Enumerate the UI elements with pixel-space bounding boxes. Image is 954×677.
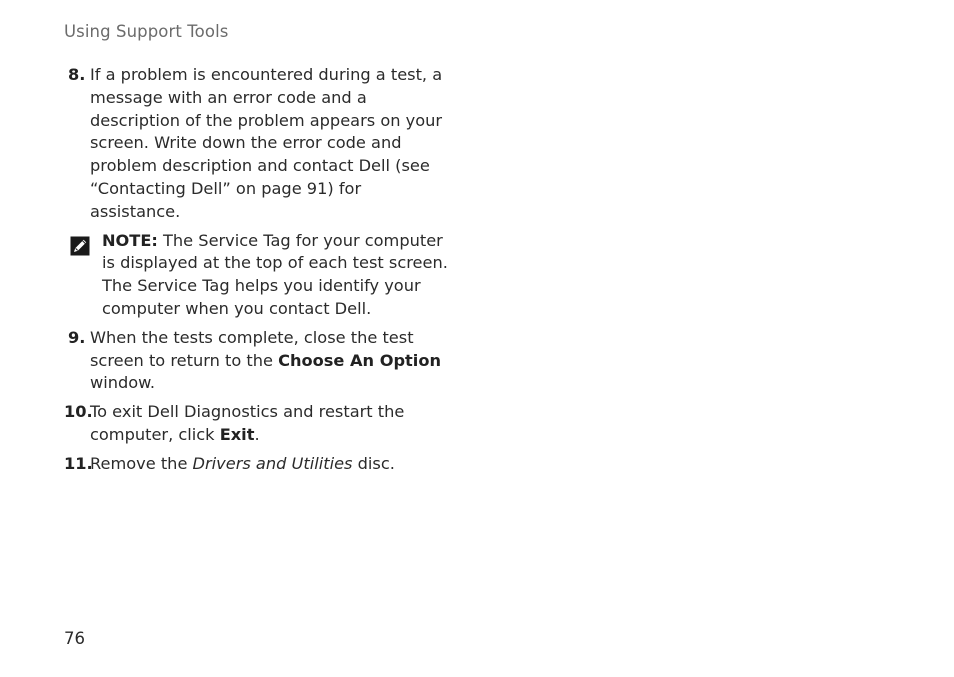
section-header: Using Support Tools: [64, 22, 229, 41]
disc-name: Drivers and Utilities: [192, 453, 353, 473]
step-text: If a problem is encountered during a test, a message with an error code and a description of the problem appears on your screen. Write down the error code and problem description and contact Dell (see “Contacting Dell” on page 91) for assistance.: [90, 65, 443, 221]
page-number: 76: [64, 629, 85, 648]
step-11: [64, 453, 454, 476]
note-block: [64, 230, 454, 321]
step-number: 11.: [64, 453, 93, 473]
step-text: [90, 327, 454, 395]
step-number: 8.: [68, 65, 86, 84]
instruction-list: [64, 64, 454, 476]
step-text: [90, 453, 454, 476]
note-label: NOTE:: [102, 230, 158, 250]
pencil-note-icon: [70, 236, 90, 256]
step-number: 10.: [64, 402, 93, 422]
step-8: [64, 64, 454, 224]
step-text-part: Remove the: [90, 453, 193, 473]
note-text: [102, 230, 454, 321]
step-9: [64, 327, 454, 395]
step-text-part: To exit Dell Diagnostics and restart the computer, click: [90, 402, 405, 444]
step-text-part: window.: [90, 373, 156, 393]
step-10: [64, 401, 454, 447]
step-text-part: When the tests complete, close the test screen to return to the: [90, 327, 414, 370]
exit-label: Exit: [219, 424, 255, 444]
note-body: The Service Tag for your computer is displayed at the top of each test screen. The Service Tag helps you identify your computer when you contact Dell.: [102, 230, 448, 318]
step-text-part: .: [254, 424, 260, 444]
option-window-name: Choose An Option: [278, 350, 441, 370]
step-text: [90, 401, 454, 447]
step-text-part: disc.: [352, 453, 395, 473]
step-number: 9.: [68, 327, 86, 347]
